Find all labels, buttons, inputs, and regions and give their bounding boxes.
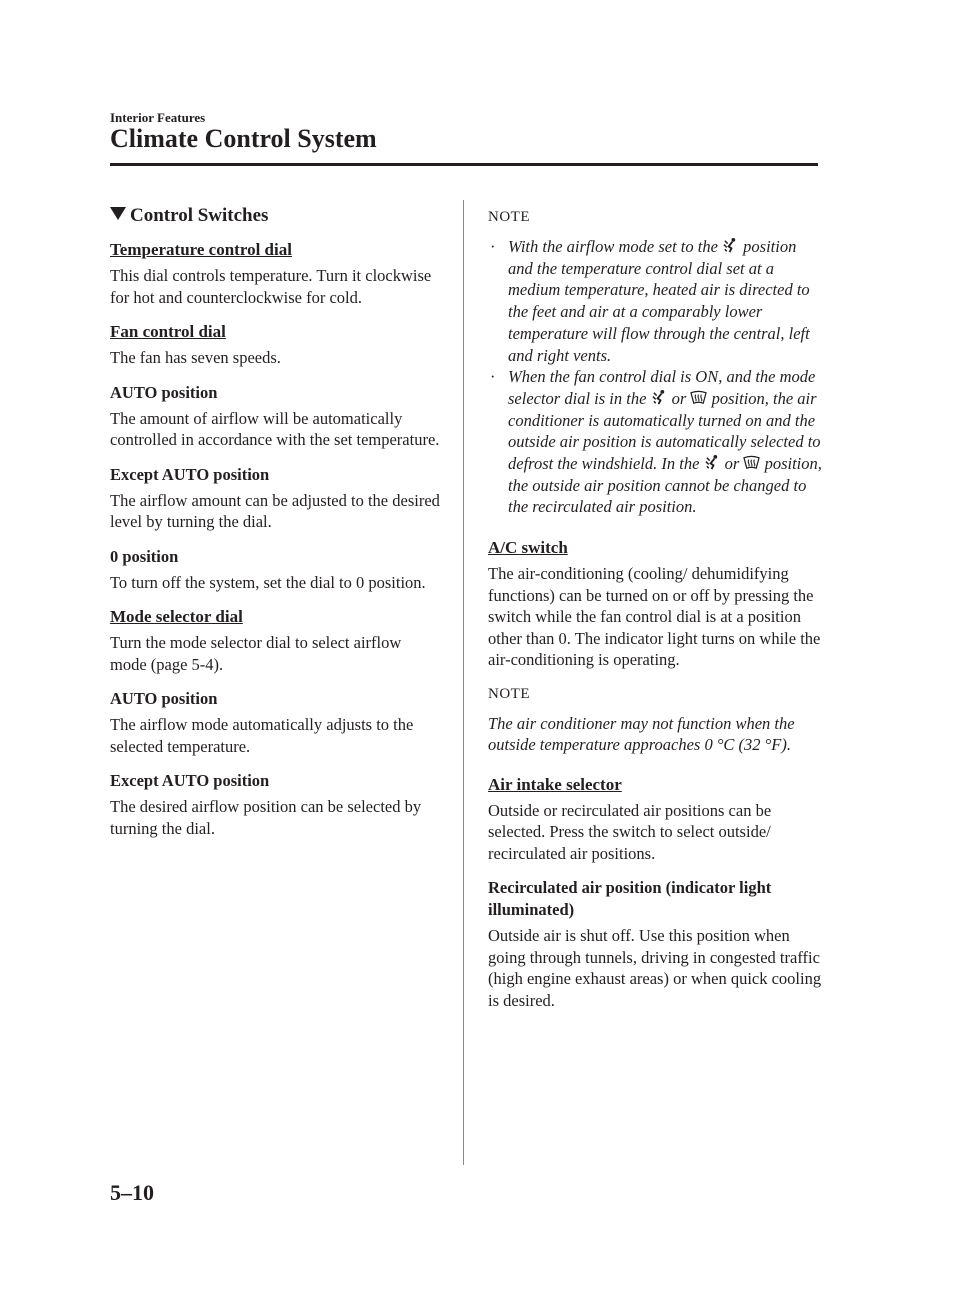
windshield-defrost-icon — [690, 389, 707, 406]
page-title: Climate Control System — [110, 124, 377, 153]
fan-zero-text: To turn off the system, set the dial to 0 position. — [110, 572, 426, 592]
note-bullet-text: With the airflow mode set to the — [508, 237, 718, 256]
triangle-marker-icon — [110, 207, 126, 220]
heading-text: Control Switches — [130, 205, 269, 226]
bullet-dot-icon: · — [490, 367, 496, 387]
fan-except-auto-text: The airflow amount can be adjusted to the desired level by turning the dial. — [110, 490, 440, 531]
air-intake-title: Air intake selector — [488, 774, 622, 794]
mode-dial-title: Mode selector dial — [110, 607, 243, 626]
fan-dial-text: The fan has seven speeds. — [110, 348, 281, 367]
note-label: NOTE — [488, 209, 530, 225]
page-number: 5–10 — [110, 1180, 154, 1205]
column-divider — [463, 200, 464, 1165]
fan-zero-title: 0 position — [110, 546, 179, 566]
bullet-dot-icon: · — [490, 237, 496, 256]
left-column — [110, 205, 440, 852]
note-bullet-text: position, the outside air position cannot be changed to the recirculated air position. — [508, 454, 822, 517]
ac-switch-text: The air-conditioning (cooling/ dehumidifying functions) can be turned on or off by pressing the switch while the fan control dial is at a position other than 0. The indicator light turns on while the air-conditioning is operating. — [488, 564, 821, 670]
recirculated-title: Recirculated air position (indicator light illuminated) — [488, 878, 772, 920]
temperature-dial-title: Temperature control dial — [110, 240, 292, 259]
note-bullet-text: position and the temperature control dial set at a medium temperature, heated air is directed to the feet and air at a comparably lower temperature will flow through the central, left and right vents. — [508, 237, 810, 365]
right-column — [488, 207, 823, 1024]
seat-feet-defrost-icon — [651, 389, 668, 406]
note-bullet-item — [488, 366, 823, 518]
control-switches-heading — [110, 205, 440, 227]
mode-except-auto-title: Except AUTO position — [110, 771, 270, 790]
note-bullet-text: or — [671, 388, 687, 408]
fan-dial-title: Fan control dial — [110, 322, 226, 341]
note-bullet-text: position, the air conditioner is automatically turned on and the outside air position is automatically selected to defrost the windshield. In the — [508, 388, 821, 474]
note-bullet-text: When the fan control dial is ON, and the mode selector dial is in the — [508, 367, 816, 408]
air-intake-text: Outside or recirculated air positions can be selected. Press the switch to select outside/ recirculated air positions. — [488, 800, 772, 863]
windshield-defrost-icon — [743, 454, 760, 471]
fan-except-auto-title: Except AUTO position — [110, 464, 270, 484]
ac-switch-title: A/C switch — [488, 538, 568, 558]
section-label: Interior Features — [110, 110, 206, 125]
note-list — [488, 236, 823, 518]
note-bullet-text: or — [724, 454, 740, 474]
mode-dial-text: Turn the mode selector dial to select airflow mode (page 5-4). — [110, 633, 402, 674]
temperature-dial-text: This dial controls temperature. Turn it clockwise for hot and counterclockwise for cold. — [110, 266, 432, 307]
mode-auto-title: AUTO position — [110, 689, 218, 708]
mode-except-auto-text: The desired airflow position can be selected by turning the dial. — [110, 797, 422, 838]
note-label: NOTE — [488, 685, 530, 702]
mode-auto-text: The airflow mode automatically adjusts to the selected temperature. — [110, 715, 414, 756]
note-text: The air conditioner may not function when the outside temperature approaches 0 °C (32 °F). — [488, 713, 795, 755]
fan-auto-title: AUTO position — [110, 382, 218, 402]
seat-feet-defrost-icon — [704, 454, 721, 471]
title-rule — [110, 163, 818, 166]
seat-feet-defrost-icon — [722, 237, 739, 254]
recirculated-text: Outside air is shut off. Use this position when going through tunnels, driving in congested traffic (high engine exhaust areas) or when quick cooling is desired. — [488, 926, 822, 1010]
note-bullet-item — [488, 236, 823, 366]
fan-auto-text: The amount of airflow will be automatically controlled in accordance with the set temperature. — [110, 408, 440, 449]
